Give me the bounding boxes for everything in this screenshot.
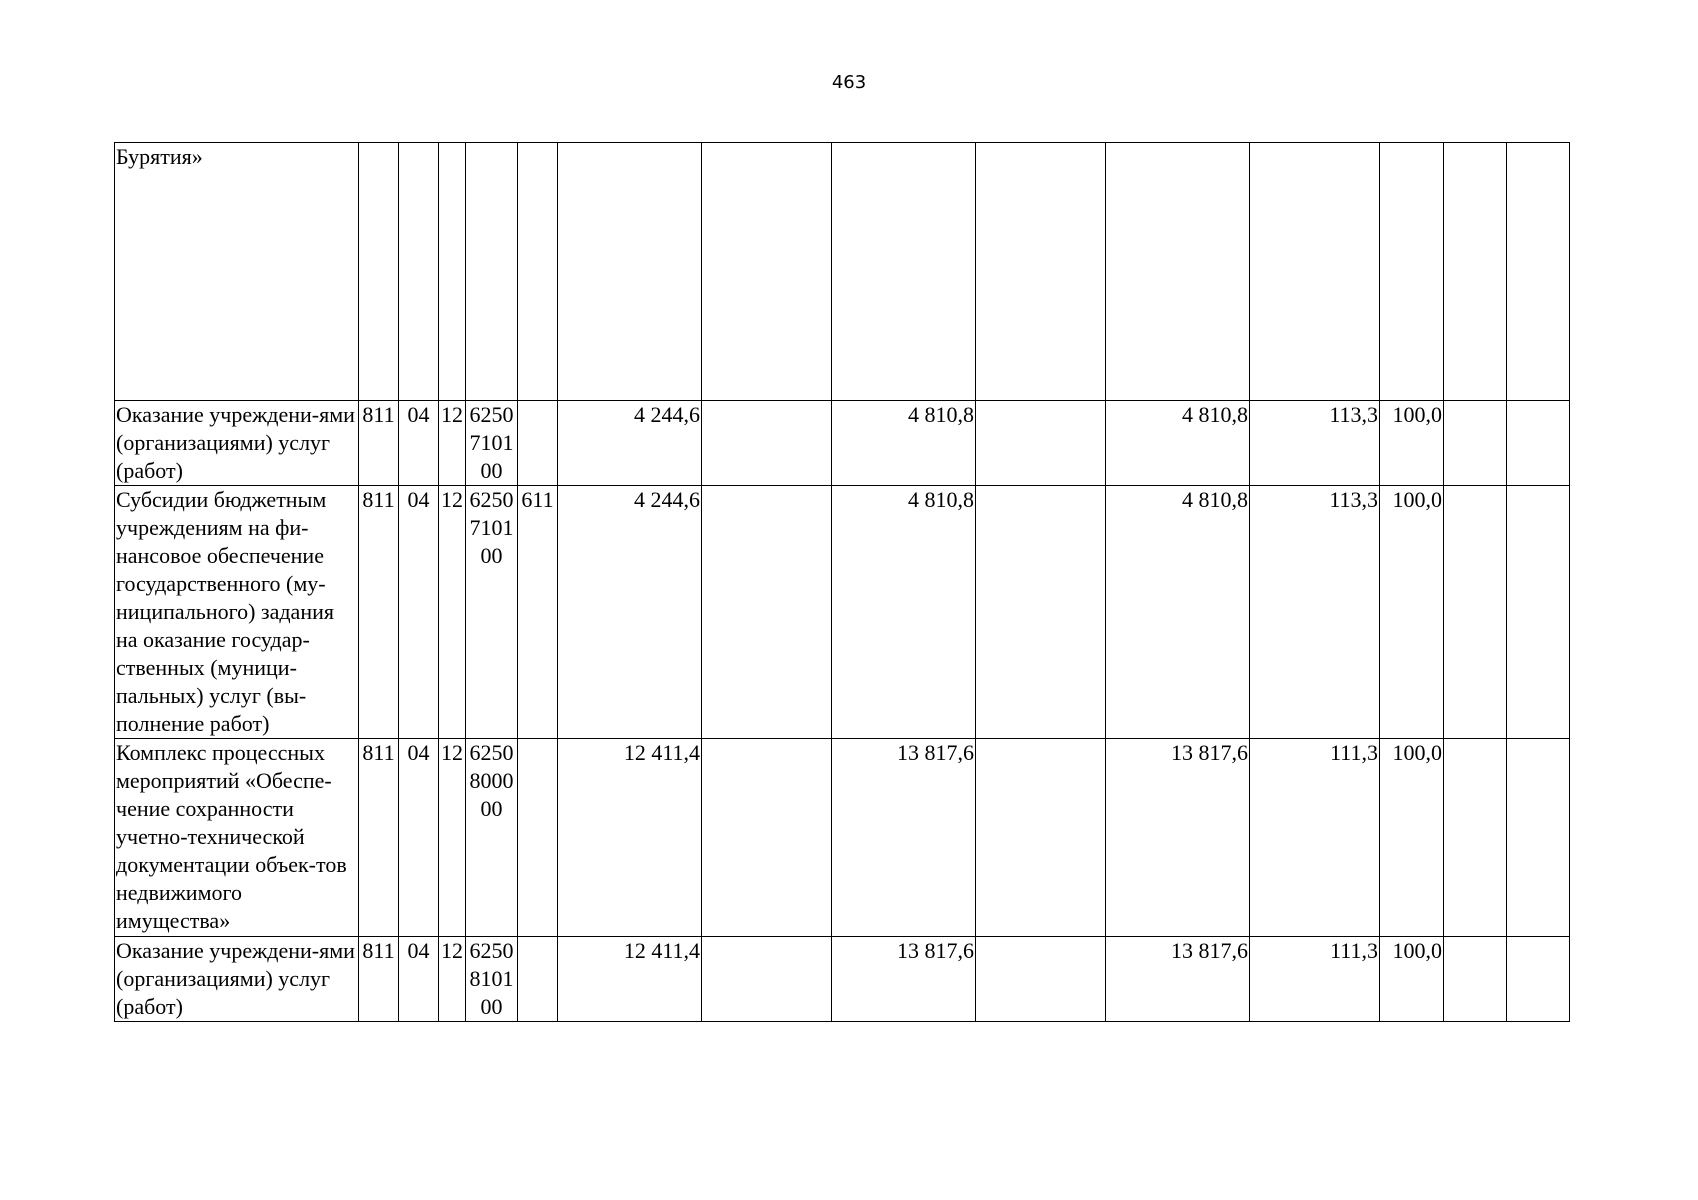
table-row — [115, 486, 1570, 739]
empty-cell — [1507, 143, 1570, 401]
value-cell-8 — [1444, 401, 1507, 486]
ved-cell — [359, 143, 399, 401]
target-article-code: 6250800000 — [469, 740, 514, 821]
expense-type-cell — [518, 937, 558, 1022]
value-cell-3: 13 817,6 — [832, 937, 976, 1022]
value-cell-6: 113,3 — [1250, 486, 1380, 739]
expense-type-cell — [518, 401, 558, 486]
expense-type-cell — [518, 143, 558, 401]
ved-cell: 811 — [359, 937, 399, 1022]
value-cell-7: 100,0 — [1380, 486, 1444, 739]
value-cell-3 — [832, 143, 976, 401]
expense-type-cell: 611 — [518, 486, 558, 739]
value-cell-2 — [702, 401, 832, 486]
value-cell-6: 111,3 — [1250, 937, 1380, 1022]
value-cell-5: 13 817,6 — [1106, 739, 1250, 937]
subsection-cell: 12 — [439, 486, 466, 739]
target-article-cell — [466, 486, 518, 739]
value-cell-7: 100,0 — [1380, 937, 1444, 1022]
ved-cell: 811 — [359, 401, 399, 486]
empty-cell — [1507, 739, 1570, 937]
row-name-cell: Оказание учреждени-ями (организациями) услуг (работ) — [115, 937, 359, 1022]
target-article-cell — [466, 401, 518, 486]
subsection-cell: 12 — [439, 401, 466, 486]
table-row — [115, 739, 1570, 937]
value-cell-2 — [702, 143, 832, 401]
value-cell-3: 13 817,6 — [832, 739, 976, 937]
expense-type-cell — [518, 739, 558, 937]
row-name-cell: Оказание учреждени-ями (организациями) услуг (работ) — [115, 401, 359, 486]
target-article-code: 6250810100 — [469, 938, 514, 1019]
subsection-cell — [439, 143, 466, 401]
value-cell-8 — [1444, 739, 1507, 937]
page-number: 463 — [831, 72, 867, 93]
ved-cell: 811 — [359, 486, 399, 739]
value-cell-4 — [976, 739, 1106, 937]
section-cell — [399, 143, 439, 401]
value-cell-4 — [976, 401, 1106, 486]
table-row — [115, 937, 1570, 1022]
subsection-cell: 12 — [439, 739, 466, 937]
value-cell-2 — [702, 937, 832, 1022]
row-name-cell: Субсидии бюджетным учреждениям на фи-нансовое обеспечение государственного (му-ниципального) задания на оказание государ-ственных (муници-пальных) услуг (вы-полнение работ) — [115, 486, 359, 739]
value-cell-6: 111,3 — [1250, 739, 1380, 937]
value-cell-6 — [1250, 143, 1380, 401]
value-cell-7: 100,0 — [1380, 401, 1444, 486]
value-cell-8 — [1444, 143, 1507, 401]
value-cell-8 — [1444, 486, 1507, 739]
empty-cell — [1507, 486, 1570, 739]
target-article-code: 6250710100 — [469, 487, 514, 568]
value-cell-6: 113,3 — [1250, 401, 1380, 486]
target-article-cell — [466, 739, 518, 937]
value-cell-5: 4 810,8 — [1106, 486, 1250, 739]
subsection-cell: 12 — [439, 937, 466, 1022]
row-name-cell: Бурятия» — [115, 143, 359, 401]
value-cell-1: 4 244,6 — [558, 486, 702, 739]
section-cell: 04 — [399, 937, 439, 1022]
target-article-cell — [466, 937, 518, 1022]
empty-cell — [1507, 937, 1570, 1022]
value-cell-7 — [1380, 143, 1444, 401]
budget-table — [114, 142, 1570, 1022]
target-article-cell — [466, 143, 518, 401]
section-cell: 04 — [399, 401, 439, 486]
section-cell: 04 — [399, 486, 439, 739]
value-cell-5: 13 817,6 — [1106, 937, 1250, 1022]
value-cell-4 — [976, 486, 1106, 739]
value-cell-2 — [702, 486, 832, 739]
table-body — [115, 143, 1570, 1022]
value-cell-1: 12 411,4 — [558, 739, 702, 937]
target-article-code: 6250710100 — [469, 402, 514, 483]
value-cell-7: 100,0 — [1380, 739, 1444, 937]
section-cell: 04 — [399, 739, 439, 937]
empty-cell — [1507, 401, 1570, 486]
value-cell-1 — [558, 143, 702, 401]
value-cell-8 — [1444, 937, 1507, 1022]
row-name-cell: Комплекс процессных мероприятий «Обеспе-чение сохранности учетно-технической документации объек-тов недвижимого имущества» — [115, 739, 359, 937]
table-row — [115, 143, 1570, 401]
value-cell-4 — [976, 143, 1106, 401]
table-row — [115, 401, 1570, 486]
value-cell-3: 4 810,8 — [832, 401, 976, 486]
value-cell-2 — [702, 739, 832, 937]
value-cell-5: 4 810,8 — [1106, 401, 1250, 486]
ved-cell: 811 — [359, 739, 399, 937]
value-cell-1: 12 411,4 — [558, 937, 702, 1022]
value-cell-4 — [976, 937, 1106, 1022]
value-cell-1: 4 244,6 — [558, 401, 702, 486]
value-cell-3: 4 810,8 — [832, 486, 976, 739]
value-cell-5 — [1106, 143, 1250, 401]
